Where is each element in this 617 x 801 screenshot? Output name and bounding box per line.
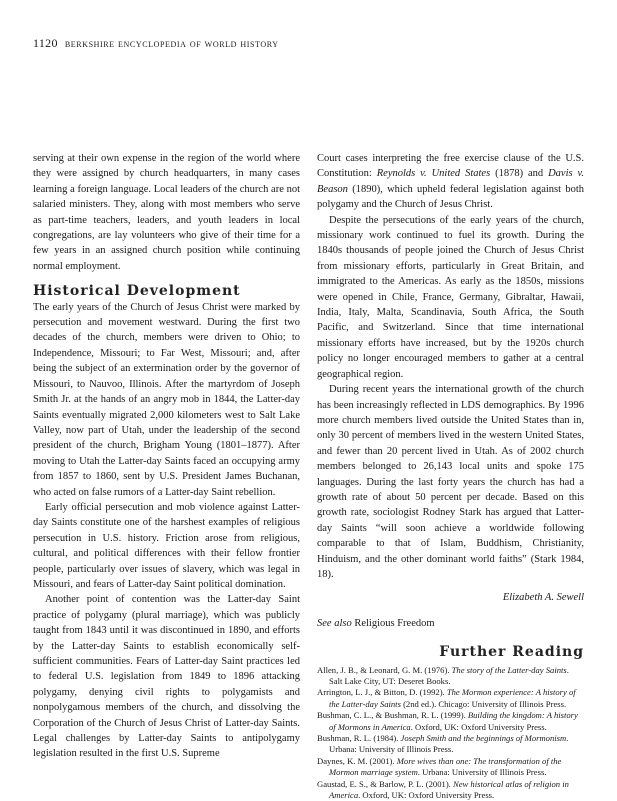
reference-item: Gaustad, E. S., & Barlow, P. L. (2001). New historical atlas of religion in America. Oxford, UK: Oxford University Press. xyxy=(317,778,569,801)
paragraph: Early official persecution and mob violence against Latter-day Saints constitute one of the harshest examples of religious persecution in U.S. history. Friction arose from religious, cultural, and political differences with their fellow frontier people, particularly over issues of slavery, which was legal in Missouri, and fears of Latter-day Saint political domination. xyxy=(33,501,300,590)
case-title: Reynolds v. United States xyxy=(376,168,491,180)
reference-item: Bushman, R. L. (1984). Joseph Smith and the beginnings of Mormonism. Urbana: University of Illinois Press. xyxy=(317,733,569,755)
book-title: berkshire encyclopedia of world history xyxy=(64,38,279,50)
text-span: (1878) and xyxy=(490,168,549,180)
reference-item: Allen, J. B., & Leonard, G. M. (1976). The story of the Latter-day Saints. Salt Lake City, UT: Deseret Books. xyxy=(317,664,569,686)
paragraph xyxy=(317,151,584,213)
see-also xyxy=(317,616,584,631)
reference-item: Daynes, K. M. (2001). More wives than one: The transformation of the Mormon marriage system. Urbana: University of Illinois Press. xyxy=(317,755,562,778)
text-span: (1890), which upheld federal legislation against both polygamy and the Church of Jesus Christ. xyxy=(317,183,584,211)
paragraph: serving at their own expense in the region of the world where they were assigned by church headquarters, in many cases learning a foreign language. Local leaders of the church are not salaried ministers. They, along with most members who serve as part-time teachers, leaders, and youth leaders in local congregations, are lay volunteers who give of their time for a few years in an assigned church position while continuing normal employment. xyxy=(33,153,300,272)
paragraph: Despite the persecutions of the early years of the church, missionary work continued to fuel its growth. During the 1840s thousands of people joined the Church of Jesus Christ from missionary efforts, particularly in Great Britain, and immigrated to the Americas. As early as the 1850s, missions were opened in Chile, France, Germany, Gibraltar, Hawaii, India, Italy, Malta, Scandinavia, South Africa, the South Pacific, and Switzerland. Since that time international missionary efforts have increased, but by the 1920s church policy no longer encouraged members to gather at a central geographical region. xyxy=(317,214,584,380)
reference-list xyxy=(317,665,584,801)
text-span: Court cases interpreting the free exercise clause of the U.S. Constitution: xyxy=(317,153,584,180)
section-heading: Historical Development xyxy=(33,283,241,300)
see-also-label: See also xyxy=(317,617,352,629)
page-number: 1120 xyxy=(33,36,58,50)
reference-item: Bushman, C. L., & Bushman, R. L. (1999). Building the kingdom: A history of Mormons in America. Oxford, UK: Oxford University Press. xyxy=(317,710,578,732)
paragraph: Another point of contention was the Latter-day Saint practice of polygamy (plural marriage), which was publicly taught from 1843 until it was discontinued in 1890, and efforts by the Latter-day Saints to establish economically self-sufficient communities. Fears of Latter-day Saint practices led to federal U.S. legislation from 1849 to 1896 attacking polygamy, denying civil rights to polygamists and nonpolygamous members of the church, and dissolving the Corporation of the Church of Jesus Christ of Latter-day Saints. Legal challenges by Latter-day Saints to antipolygamy legislation resulted in the first U.S. Supreme xyxy=(33,594,300,760)
further-reading-heading: Further Reading xyxy=(439,644,584,661)
see-also-link: Religious Freedom xyxy=(351,617,435,629)
paragraph: The early years of the Church of Jesus Christ were marked by persecution and movement westward. During the first two decades of the church, members were driven to Ohio; to Independence, Missouri; to Far West, Missouri; and, after being the subject of an extermination order by the governor of Missouri, to Nauvoo, Illinois. After the martyrdom of Joseph Smith Jr. at the hands of an angry mob in 1844, the Latter-day Saints eventually migrated 2,000 kilometers west to Salt Lake Valley, now part of Utah, under the leadership of the second president of the church, Brigham Young (1801–1877). After moving to Utah the Latter-day Saints faced an occupying army from 1857 to 1860, sent by U.S. President James Buchanan, who acted on false rumors of a Latter-day Saint rebellion. xyxy=(33,301,300,498)
reference-item: Arrington, L. J., & Bitton, D. (1992). The Mormon experience: A history of the Latter-day Saints (2nd ed.). Chicago: University of Illinois Press. xyxy=(317,687,576,709)
author-signature: Elizabeth A. Sewell xyxy=(502,592,584,604)
left-column xyxy=(33,151,300,762)
case-title: Davis v. Beason xyxy=(317,168,584,195)
running-header xyxy=(33,36,279,51)
right-column xyxy=(317,151,584,801)
paragraph: During recent years the international growth of the church has been increasingly reflected in LDS demographics. By 1996 more church members lived outside the United States than in, only 30 percent of members lived in the western United States, and fewer than 20 percent lived in Utah. As of 2002 church members belonged to 26,143 local units and spoke 175 languages. During the last forty years the church has had a growth rate of about 50 percent per decade. Based on this growth rate, sociologist Rodney Stark has argued that Latter-day Saints “will soon achieve a worldwide following comparable to that of Islam, Buddhism, Christianity, Hinduism, and the other dominant world faiths” (Stark 1984, 18). xyxy=(317,384,584,580)
